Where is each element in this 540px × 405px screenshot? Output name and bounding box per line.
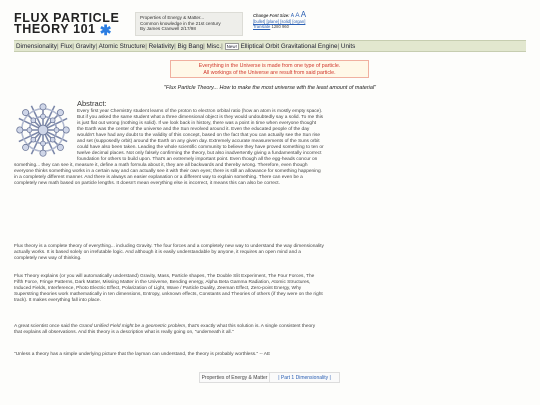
- logo-line1: FLUX PARTICLE: [14, 11, 120, 25]
- nav-item-dimensionality[interactable]: Dimensionality: [16, 43, 57, 50]
- nav-item-units[interactable]: Units: [340, 43, 356, 50]
- site-logo[interactable]: [14, 11, 132, 38]
- page-navigation: [199, 372, 340, 383]
- style-links[interactable]: [bullet] [plane] [solid] [organ]: [253, 19, 306, 25]
- notice-line2: All workings of the Universe are result from said particle.: [203, 70, 336, 76]
- nav-item-elliptical-orbit-engine[interactable]: Elliptical Orbit Gravitational Engine: [240, 43, 338, 50]
- nav-item-flux[interactable]: Flux: [60, 43, 73, 50]
- p3-part-a: A great scientist once said the: [14, 324, 80, 329]
- font-medium-button[interactable]: A: [295, 12, 300, 19]
- font-size-label: Change Font Size:: [253, 13, 290, 18]
- new-badge: New!: [226, 43, 237, 49]
- next-page-link[interactable]: | Part 1 Dimensionality |: [278, 375, 331, 381]
- nav-item-misc[interactable]: Misc.: [206, 43, 222, 50]
- nav-item-big-bang[interactable]: Big Bang: [177, 43, 204, 50]
- main-nav: Dimensionality| Flux| Gravity| Atomic Structure| Relativity| Big Bang| Misc.| New! Elliptical Orbit Gravitational Engine| Units: [14, 40, 526, 52]
- notice-box: [170, 60, 369, 78]
- font-small-button[interactable]: A: [290, 13, 295, 19]
- abstract-text: Every first year Chemistry student learns of the proton to electron orbital ratio (how an atom is mostly empty space). But if you asked the same student what a three dimensional object is they would undoubtedly say a solid. To me this is just flat out wrong (nothing is solid). If we look back in history, there was a point in time when everyone thought the Earth was the center of the universe and the Sun revolved around it. Even the educated people of the day wouldn't have had any doubt to the validity of this concept, based on the fact that you can actually see the Sun rise and set (supposedly orbit) around the Earth on any given day. Extremely accurate measurements of the Suns orbit could have also been taken. Leading the whole scientific community to believe they have proved something to ten or twelve decimal places. Not only falsely confirming the theory, but also inadvertently giving a fundamentally incorrect foundation for others to build upon. That's an extremely important point. Even though all the egg-heads concur on something... they can see it, measure it, define a math formula about it, they are all backwards and thereby wrong. Therefore, even though everyone thinks something works in a certain way and can actually see it with their own eyes; there is still an allowance for something happening in a completely different manner. And there is always an easier explanation or a different way to explain something. There can even be a completely new math based on particle lengths. It doesn't mean everything else is incorrect, it means this can also be correct.: [14, 109, 324, 186]
- tagline: "Flux Particle Theory... How to make the most universe with the least amount of material": [164, 85, 376, 91]
- info-line2: Common knowledge in the 21st century: [140, 20, 221, 26]
- info-box: [135, 12, 243, 36]
- font-size-controls: [253, 12, 343, 36]
- abstract-heading: Abstract:: [77, 99, 107, 108]
- paragraph-flux-theory: Flux theory is a complete theory of everything... including Gravity. The four forces and a completely new way to understand the way dimensionality actually works. It is based solely on irrefutable logic. And although it is easily understandable by anyone, it requires an open mind and a completely new way of thinking.: [14, 244, 324, 261]
- logo-line2: THEORY 101: [14, 22, 96, 36]
- quote-paragraph: "Unless a theory has a simple underlying picture that the layman can understand, the theory is probably worthless." -- AE: [14, 352, 271, 357]
- asterisk-icon: ✱: [99, 21, 113, 38]
- flux-particle-lattice-image: [14, 100, 72, 160]
- nav-item-relativity[interactable]: Relativity: [148, 43, 175, 50]
- font-large-button[interactable]: A: [300, 10, 307, 19]
- prev-page-link[interactable]: Properties of Energy & Matter: [200, 373, 270, 382]
- translate-link[interactable]: Translate: [253, 24, 271, 30]
- resolution-text: 1280 960: [271, 24, 289, 30]
- paragraph-explains: Flux Theory explains (or you will automatically understand) Gravity, Mass, Particle shapes, The Double Slit Experiment, The Four Forces, The Fifth Force, Fringe Patterns, Dark Matter, Missing Matter in the Universe, Bending energy, Alpha Beta Gamma Radiation, Atomic Structures, Induced Fields, Interference, Photo Electric Effect, Polarization of Light, Wave / Particle Duality, Zeeman Effect, Zero-point Energy, Why Superstring theories work mathematically in ten dimensions, Entropy, unknown effects, Constants and Theories of others (if they were on the right track). It makes everything fall into place.: [14, 274, 323, 303]
- abstract-section: [14, 99, 324, 224]
- nav-item-atomic-structure[interactable]: Atomic Structure: [98, 43, 146, 50]
- nav-item-gravity[interactable]: Gravity: [75, 43, 96, 50]
- info-line3: By James Cranwell 2/17/98: [140, 26, 196, 32]
- info-line1: Properties of Energy & Matter...: [140, 15, 205, 20]
- p3-emphasis: Grand Unified Field might be a geometric problem: [79, 324, 186, 329]
- notice-line1: Everything in the Universe is made from one type of particle.: [198, 63, 341, 69]
- paragraph-unified-field: [14, 324, 324, 336]
- p3-part-b: , that's exactly what this solution is. A single consistent theory that explains all observations. And this theory is a description what is really going on, "underneath it all.": [14, 324, 316, 335]
